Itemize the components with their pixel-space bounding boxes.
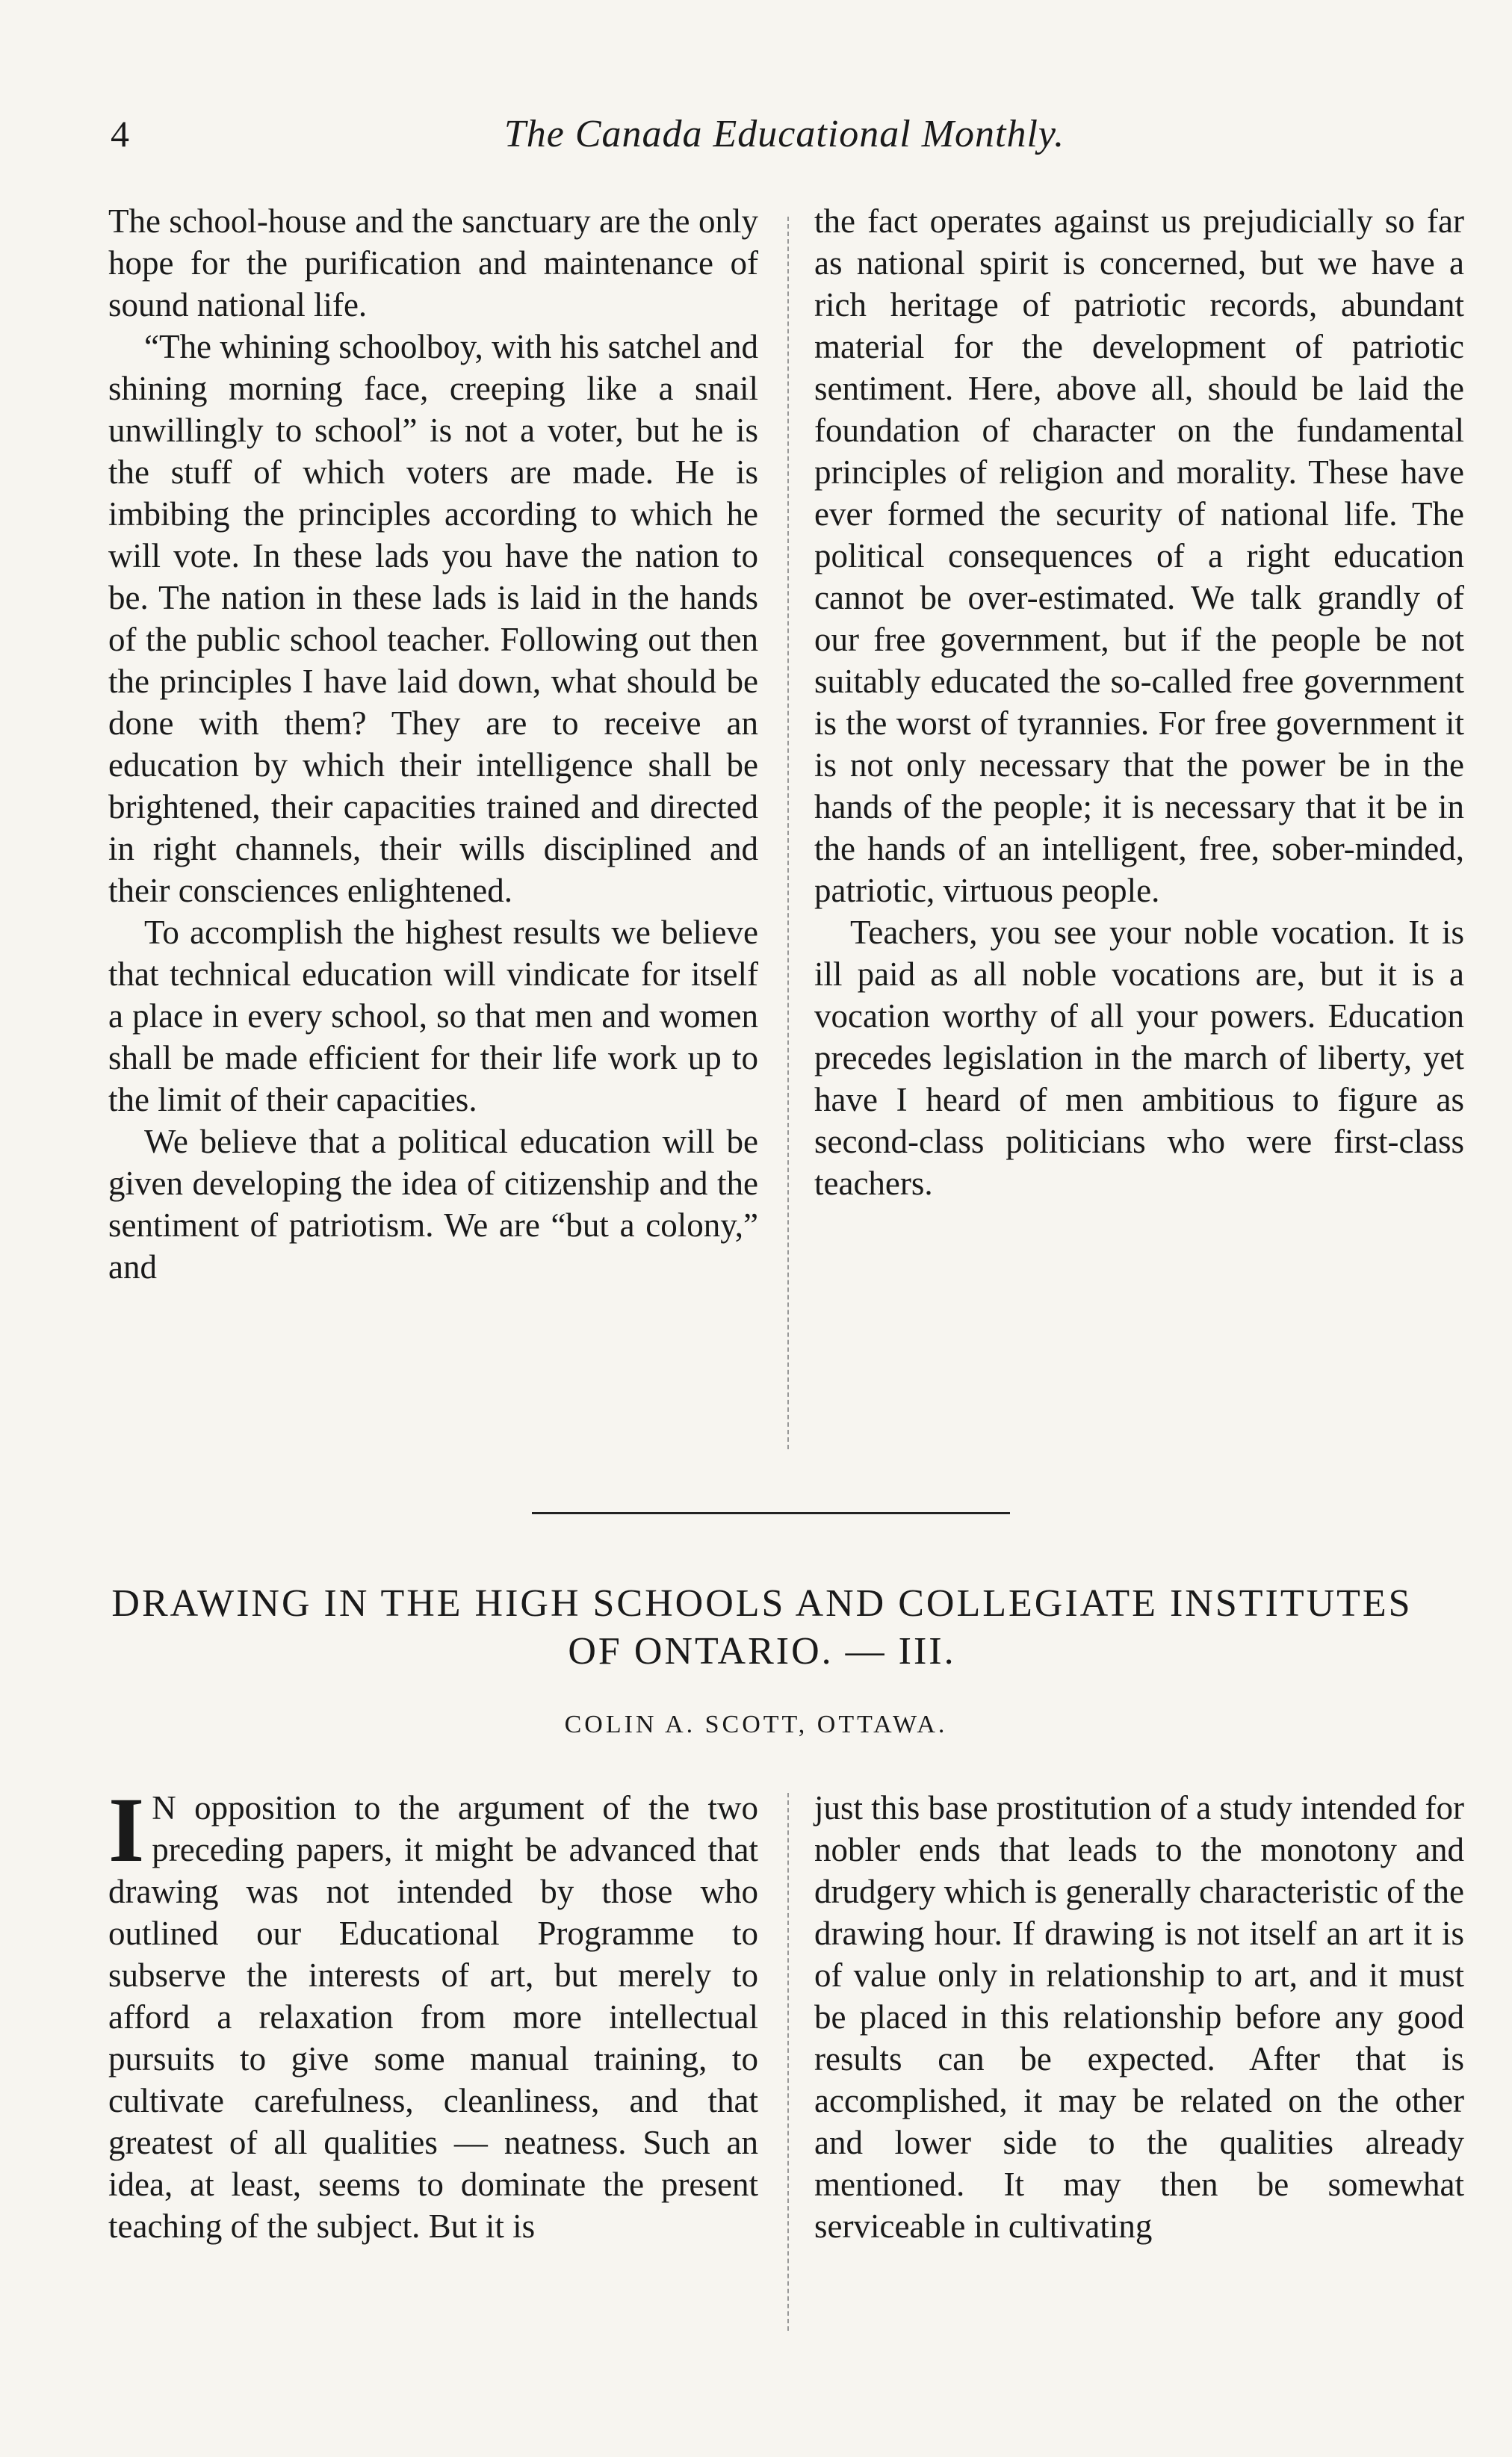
paragraph: the fact operates against us prejudicially so far as national spirit is concerned, but we have a rich heritage of patriotic records, abundant material for the development of patriotic sentiment. Here, above all, should be laid the foundation of character on the fundamental principles of religion and morality. These have ever formed the security of national life. The political consequences of a right education cannot be over-estimated. We talk grandly of our free government, but if the people be not suitably educated the so-called free government is the worst of tyrannies. For free government it is not only necessary that the power be in the hands of the people; it is necessary that it be in the hands of an intelligent, free, sober-minded, patriotic, virtuous people.	[814, 202, 1464, 909]
paragraph: Teachers, you see your noble vocation. It is ill paid as all noble vocations are, but it is a vocation worthy of all your powers. Education precedes legislation in the march of liberty, yet have I heard of men ambitious to figure as second-class politicians who were first-class teachers.	[814, 914, 1464, 1202]
paragraph: To accomplish the highest results we believe that technical education will vindicate for itself a place in every school, so that men and women shall be made efficient for their life work up to the limit of their capacities.	[108, 914, 758, 1118]
column-divider	[787, 217, 789, 1449]
paragraph: The school-house and the sanctuary are the only hope for the purification and maintenance of sound national life.	[108, 202, 758, 323]
drop-cap: I	[108, 1779, 145, 1881]
paragraph	[108, 1779, 758, 2247]
article-right-column	[814, 1787, 1464, 2247]
paragraph: just this base prostitution of a study intended for nobler ends that leads to the monotony and drudgery which is generally characteristic of the drawing hour. If drawing is not itself an art it is of value only in relationship to art, and it must be placed in this relationship before any good results can be expected. After that is accomplished, it may be related on the other and lower side to the qualities already mentioned. It may then be somewhat serviceable in cultivating	[814, 1789, 1464, 2245]
page-number: 4	[111, 113, 129, 155]
article-byline: COLIN A. SCOTT, OTTAWA.	[564, 1711, 948, 1738]
top-left-column	[108, 200, 758, 1288]
paragraph: “The whining schoolboy, with his satchel and shining morning face, creeping like a snail unwillingly to school” is not a voter, but he is the stuff of which voters are made. He is imbibing the principles according to which he will vote. In these lads you have the nation to be. The nation in these lads is laid in the hands of the public school teacher. Following out then the principles I have laid down, what should be done with them? They are to receive an education by which their intelligence shall be brightened, their capacities trained and directed in right channels, their wills disciplined and their consciences enlightened.	[108, 328, 758, 909]
article-title: DRAWING IN THE HIGH SCHOOLS AND COLLEGIATE INSTITUTES OF ONTARIO. — III.	[111, 1582, 1413, 1673]
article-text: N opposition to the argument of the two preceding papers, it might be advanced that drawing was not intended by those who outlined our Educational Programme to subserve the interests of art, but merely to afford a relaxation from more intellectual pursuits to give some manual training, to cultivate carefulness, cleanliness, and that greatest of all qualities — neatness. Such an idea, at least, seems to dominate the present teaching of the subject. But it is	[108, 1789, 758, 2245]
running-head: The Canada Educational Monthly.	[504, 113, 1065, 155]
article-left-column	[108, 1779, 758, 2247]
top-right-column	[814, 200, 1464, 1204]
column-divider	[787, 1793, 789, 2331]
section-divider	[532, 1512, 1010, 1514]
paragraph: We believe that a political education will be given developing the idea of citizenship and the sentiment of patriotism. We are “but a colony,” and	[108, 1123, 758, 1286]
